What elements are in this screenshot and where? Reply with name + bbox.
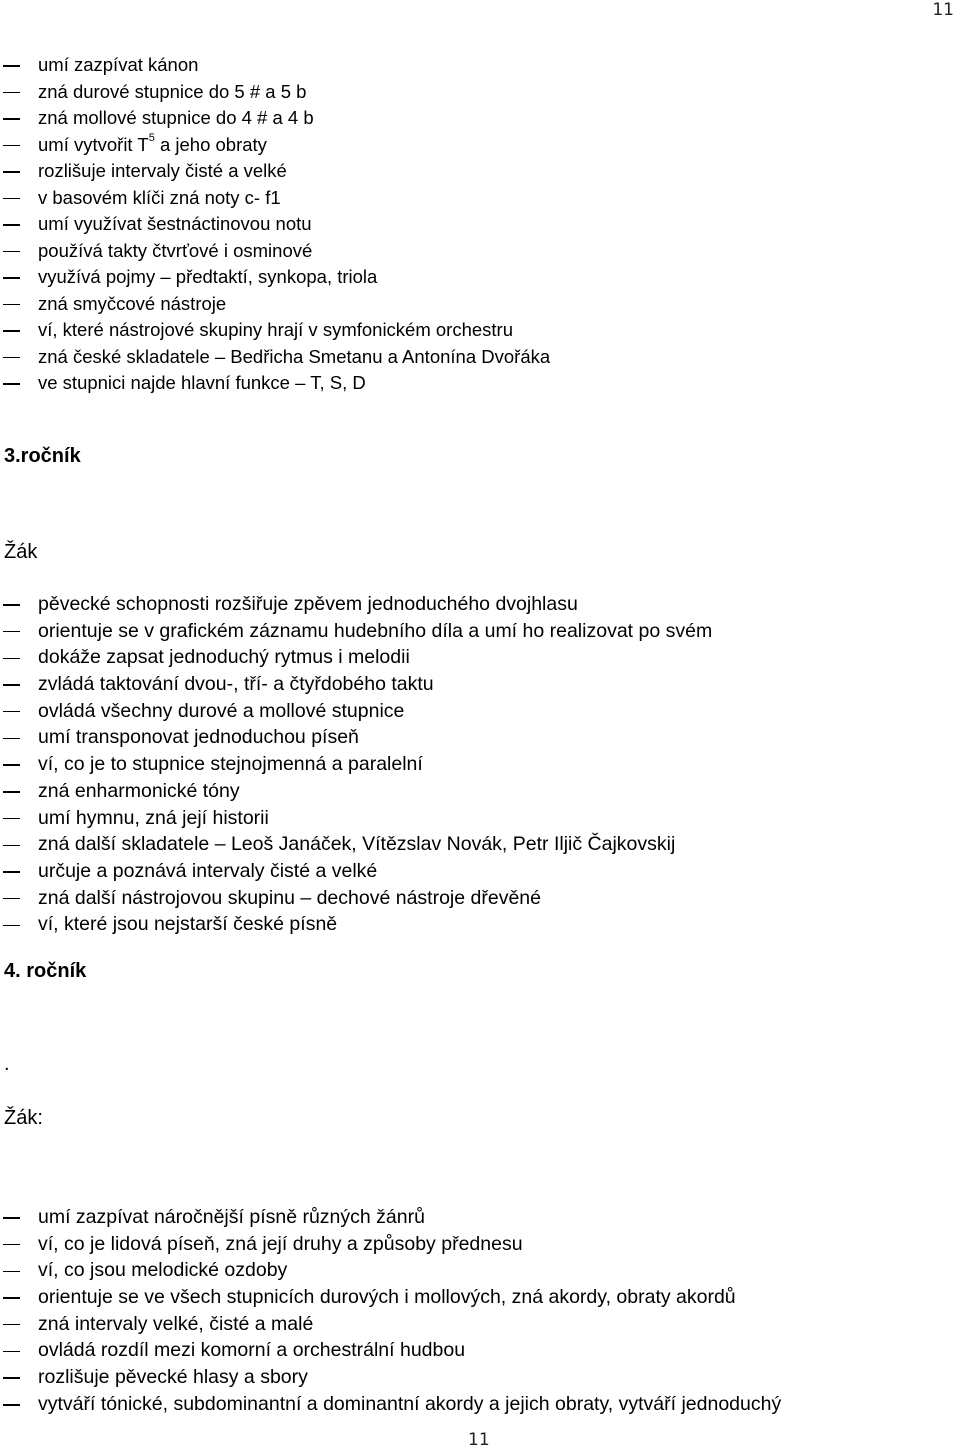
superscript-5: 5: [148, 132, 155, 145]
dash-bullet-icon: [3, 898, 20, 899]
grade3-pupil-label: Žák: [4, 541, 38, 563]
grade4-pupil-label: Žák:: [4, 1107, 43, 1129]
dash-bullet-icon: [3, 1297, 20, 1298]
page-number-bottom: 11: [468, 1430, 490, 1450]
page-number-top: 11: [932, 0, 954, 20]
dash-bullet-icon: [3, 224, 20, 225]
dash-bullet-icon: [3, 1404, 20, 1405]
dash-bullet-icon: [3, 845, 20, 846]
dash-bullet-icon: [3, 251, 20, 252]
dash-bullet-icon: [3, 738, 20, 739]
dash-bullet-icon: [3, 330, 20, 331]
grade4-heading: 4. ročník: [4, 960, 87, 982]
dash-bullet-icon: [3, 92, 20, 93]
dash-bullet-icon: [3, 604, 20, 605]
dash-bullet-icon: [3, 1324, 20, 1325]
dash-bullet-icon: [3, 65, 20, 66]
grade3-heading: 3.ročník: [4, 445, 81, 467]
dash-bullet-icon: [3, 1271, 20, 1272]
stray-dot: .: [4, 1053, 10, 1075]
dash-bullet-icon: [3, 1244, 20, 1245]
dash-bullet-icon: [3, 791, 20, 792]
dash-bullet-icon: [3, 711, 20, 712]
dash-bullet-icon: [3, 631, 20, 632]
dash-bullet-icon: [3, 383, 20, 384]
dash-bullet-icon: [3, 304, 20, 305]
dash-bullet-icon: [3, 357, 20, 358]
dash-bullet-icon: [3, 1217, 20, 1218]
dash-bullet-icon: [3, 658, 20, 659]
dash-bullet-icon: [3, 1351, 20, 1352]
dash-bullet-icon: [3, 145, 20, 146]
dash-bullet-icon: [3, 925, 20, 926]
dash-bullet-icon: [3, 118, 20, 119]
dash-bullet-icon: [3, 171, 20, 172]
dash-bullet-icon: [3, 764, 20, 765]
dash-bullet-icon: [3, 198, 20, 199]
dash-bullet-icon: [3, 871, 20, 872]
dash-bullet-icon: [3, 277, 20, 278]
dash-bullet-icon: [3, 818, 20, 819]
dash-bullet-icon: [3, 1377, 20, 1378]
dash-bullet-icon: [3, 684, 20, 685]
